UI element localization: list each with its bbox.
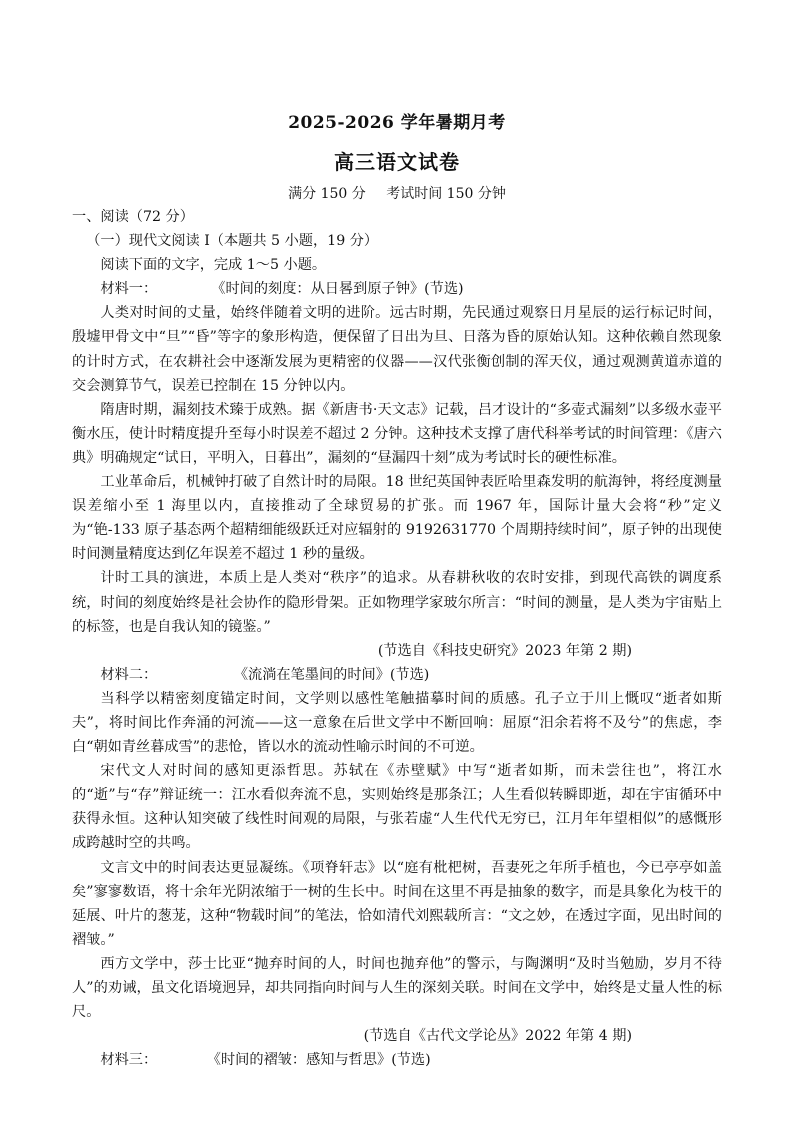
exam-title: 2025-2026 学年暑期月考 [288,113,506,133]
material1-paragraph: 工业革命后，机械钟打破了自然计时的局限。18 世纪英国钟表匠哈里森发明的航海钟，将经度测量误差缩小至 1 海里以内，直接推动了全球贸易的扩张。而 1967 年，国际计量大会将“秒”定义为“铯-133 原子基态两个超精细能级跃迁对应辐射的 9192631770 个周期持续时间”，原子钟的出现使时间测量精度达到亿年误差不超过 1 秒的量级。 [72,474,722,563]
material2-label: 材料二： [100,666,158,683]
exam-body [72,205,722,1072]
material3-title: 《时间的褶皱：感知与哲思》(节选) [206,1052,431,1069]
material3-label: 材料三： [100,1052,158,1069]
exam-subtitle: 高三语文试卷 [334,150,460,174]
full-score: 满分 150 分 [288,186,366,202]
material1-paragraph: 计时工具的演进，本质上是人类对“秩序”的追求。从春耕秋收的农时安排，到现代高铁的调度系统，时间的刻度始终是社会协作的隐形骨架。正如物理学家玻尔所言：“时间的测量，是人类为宇宙贴上的标签，也是自我认知的镜鉴。” [72,570,722,635]
material1-heading [72,277,722,301]
material2-source: (节选自《古代文学论丛》2022 年第 4 期) [363,1028,632,1045]
material2-title: 《流淌在笔墨间的时间》(节选) [233,666,430,683]
instruction: 阅读下面的文字，完成 1～5 小题。 [100,257,327,274]
material1-label: 材料一： [100,281,158,298]
material1-paragraph: 人类对时间的丈量，始终伴随着文明的进阶。远古时期，先民通过观察日月星辰的运行标记时间，殷墟甲骨文中“旦”“昏”等字的象形构造，便保留了日出为旦、日落为昏的原始认知。这种依赖自然现象的计时方式，在农耕社会中逐渐发展为更精密的仪器——汉代张衡创制的浑天仪，通过观测黄道赤道的交会测算节气，误差已控制在 15 分钟以内。 [72,305,722,394]
part-heading: （一）现代文阅读 I（本题共 5 小题，19 分） [86,233,379,250]
material1-title: 《时间的刻度：从日晷到原子钟》(节选) [211,281,464,298]
material1-source: (节选自《科技史研究》2023 年第 2 期) [377,642,632,659]
material2-paragraph: 宋代文人对时间的感知更添哲思。苏轼在《赤壁赋》中写“逝者如斯，而未尝往也”，将江水的“逝”与“存”辩证统一：江水看似奔流不息，实则始终是那条江；人生看似转瞬即逝，却在宇宙循环中获得永恒。这种认知突破了线性时间观的局限，与张若虚“人生代代无穷已，江月年年望相似”的感慨形成跨越时空的共鸣。 [72,763,722,852]
material3-heading [72,1048,722,1072]
material2-paragraph: 当科学以精密刻度锚定时间，文学则以感性笔触描摹时间的质感。孔子立于川上慨叹“逝者如斯夫”，将时间比作奔涌的河流——这一意象在后世文学中不断回响：屈原“汨余若将不及兮”的焦虑，李白“朝如青丝暮成雪”的悲怆，皆以水的流动性喻示时间的不可逆。 [72,690,722,756]
material2-paragraph: 文言文中的时间表达更显凝练。《项脊轩志》以“庭有枇杷树，吾妻死之年所手植也，今已亭亭如盖矣”寥寥数语，将十余年光阴浓缩于一树的生长中。时间在这里不再是抽象的数字，而是具象化为枝干的延展、叶片的葱茏，这种“物载时间”的笔法，恰如清代刘熙载所言：“文之妙，在透过字面，见出时间的褶皱。” [72,859,722,948]
material2-paragraph: 西方文学中，莎士比亚“抛弃时间的人，时间也抛弃他”的警示，与陶渊明“及时当勉励，岁月不待人”的劝诫，虽文化语境迥异，却共同指向时间与人生的深刻关联。时间在文学中，始终是丈量人性的标尺。 [72,955,722,1021]
section-heading: 一、阅读（72 分） [72,209,194,225]
exam-info [0,183,794,203]
exam-time: 考试时间 150 分钟 [386,186,506,202]
material1-paragraph: 隋唐时期，漏刻技术臻于成熟。据《新唐书·天文志》记载，吕才设计的“多壶式漏刻”以多级水壶平衡水压，使计时精度提升至每小时误差不超过 2 分钟。这种技术支撑了唐代科举考试的时间管理：《唐六典》明确规定“试日，平明入，日暮出”，漏刻的“昼漏四十刻”成为考试时长的硬性标准。 [72,401,722,466]
material2-heading [72,663,722,687]
